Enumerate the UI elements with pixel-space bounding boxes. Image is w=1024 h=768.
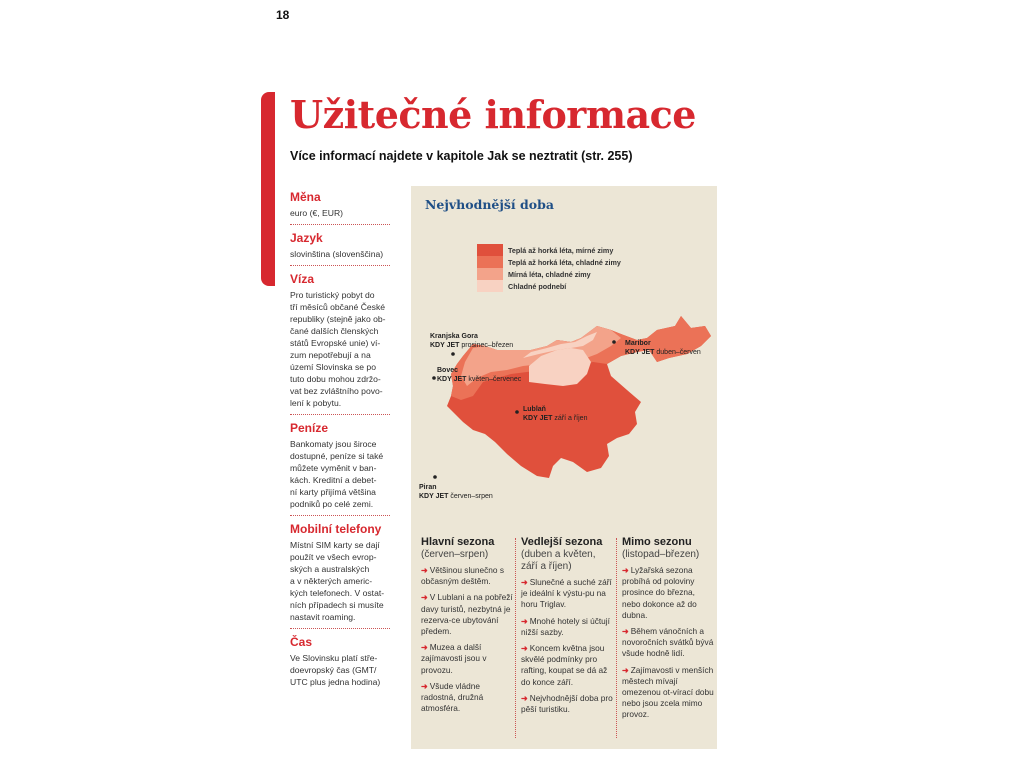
arrow-right-icon: ➜ [622, 566, 629, 575]
map-label-piran [419, 484, 493, 501]
page-subtitle: Více informací najdete v kapitole Jak se neztratit (str. 255) [290, 149, 633, 163]
page-number: 18 [276, 8, 290, 22]
season-period: (listopad–březen) [622, 549, 700, 560]
sidebar-section-phones [290, 522, 390, 629]
season-item: ➜ Lyžařská sezona probíhá od poloviny prosince do března, nebo dokonce až do dubna. [622, 565, 697, 620]
season-period: (červen–srpen) [421, 549, 489, 560]
when-value: červen–srpen [450, 492, 493, 500]
season-item: ➜ V Lublani a na pobřeží davy turistů, nezbytná je rezerva-ce ubytování předem. [421, 592, 513, 637]
legend-label: Teplá až horká léta, mírné zimy [508, 245, 614, 255]
legend-label: Mírná léta, chladné zimy [508, 269, 591, 279]
column-divider [616, 538, 617, 738]
section-heading: Jazyk [290, 231, 323, 245]
section-text: euro (€, EUR) [290, 208, 344, 218]
when-label: KDY JET [430, 341, 460, 349]
section-text: slovinština (slovenščina) [290, 249, 384, 259]
season-off [622, 536, 714, 726]
city-dot-maribor [612, 340, 616, 344]
season-item: ➜ Během vánočních a novoročních svátků bývá všude hodně lidí. [622, 626, 714, 659]
city-dot-kranjska-gora [451, 352, 455, 356]
legend-item [477, 256, 621, 268]
section-heading: Čas [290, 635, 313, 649]
when-label: KDY JET [419, 492, 449, 500]
sidebar-section-visa [290, 272, 390, 415]
arrow-right-icon: ➜ [521, 578, 528, 587]
legend-label: Teplá až horká léta, chladné zimy [508, 257, 621, 267]
legend-item [477, 244, 621, 256]
section-text: Místní SIM karty se dají použít ve všech evrop- ských a australských a v některých americ- kých telefonech. V ostat- ních případech si musíte nastavit roaming. [290, 540, 385, 622]
legend-item [477, 268, 621, 280]
when-value: duben–červen [656, 348, 701, 356]
legend-swatch [477, 280, 503, 292]
when-label: KDY JET [625, 348, 655, 356]
season-heading: Hlavní sezona [421, 536, 495, 548]
legend-swatch [477, 244, 503, 256]
legend-item [477, 280, 621, 292]
season-heading: Mimo sezonu [622, 536, 692, 548]
place-name: Maribor [625, 340, 651, 347]
panel-title: Nejvhodnější doba [425, 197, 554, 212]
when-label: KDY JET [437, 375, 467, 383]
legend-swatch [477, 268, 503, 280]
season-shoulder [521, 536, 613, 720]
section-heading: Mobilní telefony [290, 522, 382, 536]
arrow-right-icon: ➜ [622, 665, 629, 675]
city-dot-piran [433, 475, 437, 479]
section-heading: Peníze [290, 421, 329, 435]
best-time-panel [411, 186, 717, 749]
season-main [421, 536, 513, 719]
arrow-right-icon: ➜ [521, 693, 528, 703]
section-heading: Měna [290, 190, 321, 204]
sidebar-section-currency [290, 190, 390, 225]
arrow-right-icon: ➜ [421, 643, 428, 653]
section-text: Pro turistický pobyt do tří měsíců občané České republiky (stejně jako ob- čané dalších členských států Evropské unie) ví- zum nepotřebují a na území Slovinska se po tuto dobu mohou zdržo- vat bez zvláštního povo- lení k pobytu. [290, 290, 386, 408]
column-divider [515, 538, 516, 738]
season-item: ➜ Koncem května jsou skvělé podmínky pro rafting, koupat se dá až do konce září. [521, 643, 608, 687]
when-value: květen–červenec [468, 375, 522, 383]
season-item: ➜ Nejvhodnější doba pro pěší turistiku. [521, 692, 613, 715]
info-sidebar [290, 190, 390, 699]
season-heading: Vedlejší sezona [521, 536, 603, 548]
city-dot-ljubljana [515, 410, 519, 414]
season-item: ➜ Všude vládne radostná, družná atmosféra. [421, 680, 484, 714]
map-label-maribor [625, 340, 701, 357]
place-name: Kranjska Gora [430, 333, 478, 340]
season-item: ➜ Slunečné a suché září je ideální k výstu-pu na horu Triglav. [521, 577, 612, 610]
map-label-ljubljana [523, 406, 587, 423]
season-item: ➜ Zajímavosti v menších městech mívají omezenou ot-vírací dobu nebo jsou zcela mimo provoz. [622, 664, 714, 720]
sidebar-section-language [290, 231, 390, 266]
legend-label: Chladné podnebí [508, 281, 567, 291]
sidebar-section-money [290, 421, 390, 516]
legend-swatch [477, 256, 503, 268]
when-label: KDY JET [523, 414, 553, 422]
arrow-right-icon: ➜ [421, 681, 428, 691]
place-name: Bovec [437, 367, 459, 374]
season-period: (duben a květen, září a říjen) [521, 549, 596, 572]
accent-bar [261, 92, 275, 286]
city-dot-bovec [432, 376, 436, 380]
arrow-right-icon: ➜ [622, 627, 629, 637]
arrow-right-icon: ➜ [421, 566, 428, 575]
arrow-right-icon: ➜ [521, 644, 528, 654]
place-name: Lublaň [523, 406, 546, 413]
sidebar-section-time [290, 635, 390, 693]
when-value: prosinec–březen [461, 341, 514, 349]
map-label-bovec [437, 367, 521, 384]
map-legend [477, 244, 621, 292]
section-heading: Víza [290, 272, 315, 286]
season-item: ➜ Muzea a další zajímavosti jsou v provozu. [421, 642, 487, 675]
section-text: Ve Slovinsku platí stře- doevropský čas (GMT/ UTC plus jedna hodina) [290, 653, 381, 687]
arrow-right-icon: ➜ [421, 593, 428, 603]
page-title: Užitečné informace [290, 92, 696, 137]
section-text: Bankomaty jsou široce dostupné, peníze si také můžete vyměnit v ban- kách. Kreditní a debet- ní karty přijímá většina podniků po celé zemi. [290, 439, 384, 509]
season-item: ➜ Většinou slunečno s občasným deštěm. [421, 565, 504, 587]
arrow-right-icon: ➜ [521, 616, 528, 626]
season-item: ➜ Mnohé hotely si účtují nižší sazby. [521, 615, 610, 637]
map-label-kranjska-gora [430, 333, 513, 350]
place-name: Piran [419, 484, 437, 491]
when-value: září a říjen [554, 414, 588, 422]
